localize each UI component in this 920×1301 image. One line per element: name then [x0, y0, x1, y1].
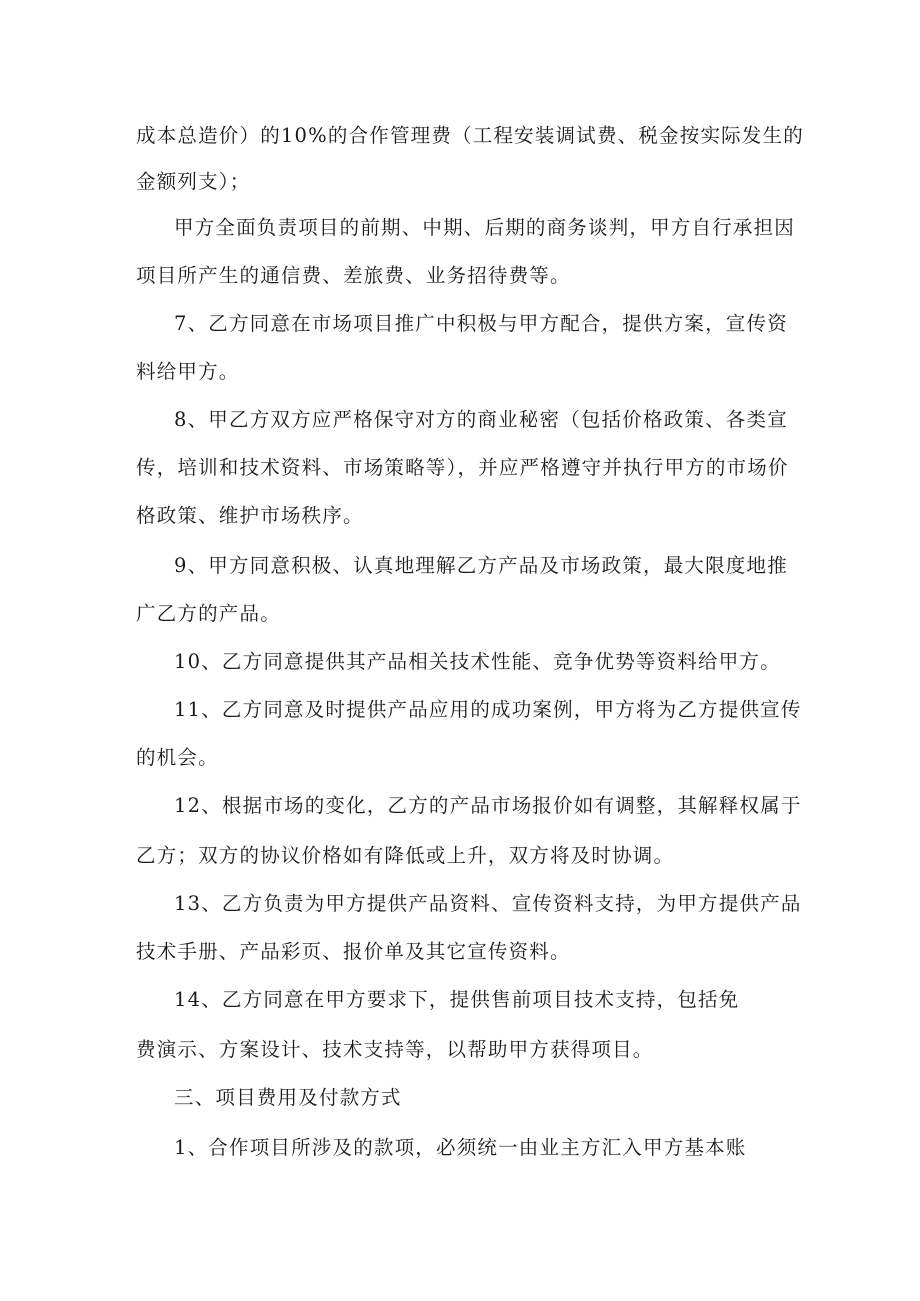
text-line: 11、乙方同意及时提供产品应用的成功案例，甲方将为乙方提供宣传 [174, 698, 802, 721]
text-line: 项目所产生的通信费、差旅费、业务招待费等。 [136, 264, 571, 287]
text-line: 乙方；双方的协议价格如有降低或上升，双方将及时协调。 [136, 844, 675, 867]
text-line: 料给甲方。 [136, 360, 240, 383]
section-heading: 三、项目费用及付款方式 [174, 1086, 402, 1109]
text-line: 甲方全面负责项目的前期、中期、后期的商务谈判，甲方自行承担因 [174, 216, 796, 239]
text-line: 技术手册、产品彩页、报价单及其它宣传资料。 [136, 940, 571, 963]
text-line: 7、乙方同意在市场项目推广中积极与甲方配合，提供方案，宣传资 [174, 312, 788, 335]
text-line: 1、合作项目所涉及的款项，必须统一由业主方汇入甲方基本账 [174, 1136, 747, 1159]
text-line: 10、乙方同意提供其产品相关技术性能、竞争优势等资料给甲方。 [174, 650, 781, 673]
text-line: 13、乙方负责为甲方提供产品资料、宣传资料支持，为甲方提供产品 [174, 892, 802, 915]
text-line: 8、甲乙方双方应严格保守对方的商业秘密（包括价格政策、各类宣 [174, 408, 788, 431]
text-line: 费演示、方案设计、技术支持等，以帮助甲方获得项目。 [136, 1038, 654, 1061]
text-line: 的机会。 [136, 746, 219, 769]
text-line: 传，培训和技术资料、市场策略等），并应严格遵守并执行甲方的市场价 [136, 456, 789, 479]
text-line: 9、甲方同意积极、认真地理解乙方产品及市场政策，最大限度地推 [174, 554, 788, 577]
text-line: 12、根据市场的变化，乙方的产品市场报价如有调整，其解释权属于 [174, 794, 802, 817]
text-line: 金额列支）； [136, 170, 251, 193]
text-line: 格政策、维护市场秩序。 [136, 504, 364, 527]
text-line: 广乙方的产品。 [136, 602, 281, 625]
text-line: 14、乙方同意在甲方要求下，提供售前项目技术支持，包括免 [174, 988, 740, 1011]
text-line: 成本总造价）的10%的合作管理费（工程安装调试费、税金按实际发生的 [136, 124, 804, 147]
